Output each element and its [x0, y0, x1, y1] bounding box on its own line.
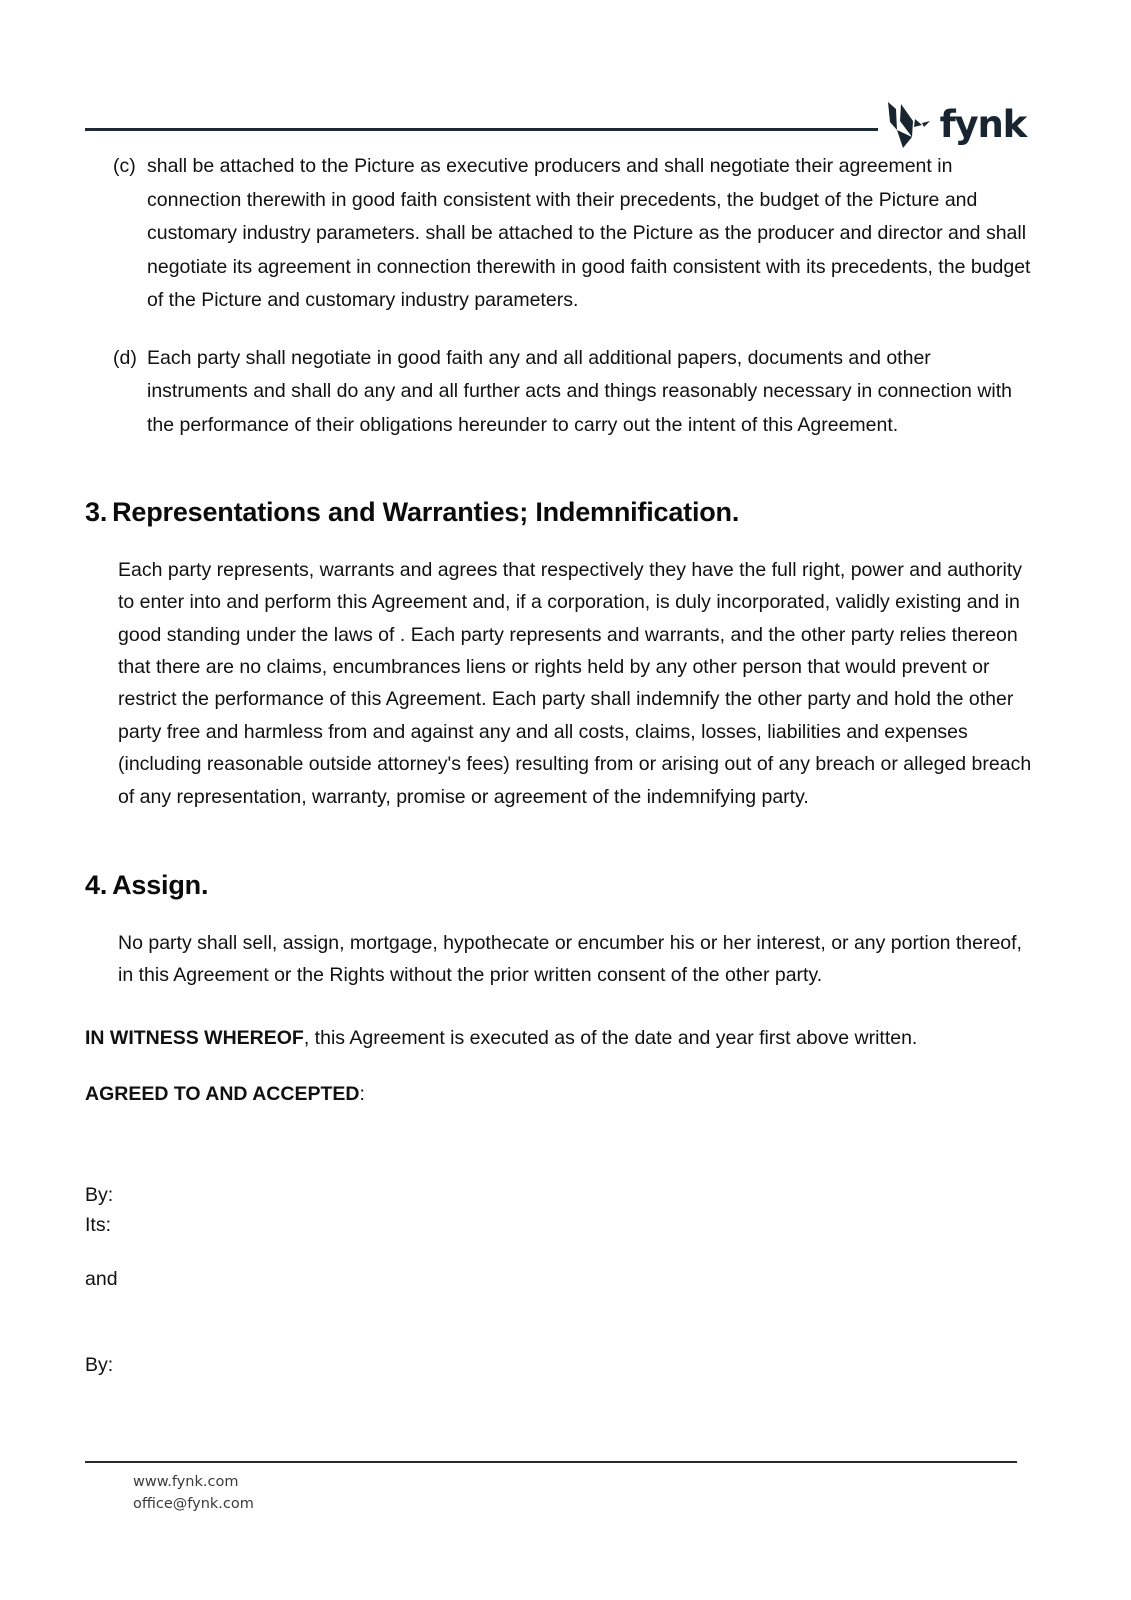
signature-by-label-1: By: [85, 1184, 114, 1207]
signature-its-label-1: Its: [85, 1214, 112, 1237]
section-title: Representations and Warranties; Indemnification. [112, 497, 740, 527]
list-item-marker: (d) [113, 346, 137, 369]
fynk-bird-logo-icon [884, 100, 930, 148]
footer-website: www.fynk.com [133, 1474, 239, 1490]
section-body-3: Each party represents, warrants and agrees that respectively they have the full right, power and authority to enter into and perform this Agreement and, if a corporation, is duly incorporated, validly existing and in good standing under the laws of . Each party represents and warrants, and the other party relies thereon that there are no claims, encumbrances liens or rights held by any other person that would prevent or restrict the performance of this Agreement. Each party shall indemnify the other party and hold the other party free and harmless from and against any and all costs, claims, losses, liabilities and expenses (including reasonable outside attorney's fees) resulting from or arising out of any breach or alleged breach of any representation, warranty, promise or agreement of the indemnifying party. [118, 558, 1032, 808]
agreed-accepted-label: AGREED TO AND ACCEPTED [85, 1082, 360, 1105]
list-item-text: shall be attached to the Picture as executive producers and shall negotiate their agreement in connection therewith in good faith consistent with their precedents, the budget of the Picture and customary industry parameters. shall be attached to the Picture as the producer and director and shall negotiate its agreement in connection therewith in good faith consistent with its precedents, the budget of the Picture and customary industry parameters. [147, 155, 1031, 311]
list-item-text: Each party shall negotiate in good faith any and all additional papers, documents and other instruments and shall do any and all further acts and things reasonably necessary in connection with the performance of their obligations hereunder to carry out the intent of this Agreement. [147, 346, 1012, 436]
section-heading-4 [0, 869, 1131, 903]
signature-conjunction: and [85, 1268, 118, 1291]
witness-clause [0, 1022, 1131, 1054]
witness-clause-label: IN WITNESS WHEREOF [85, 1026, 304, 1049]
list-item-marker: (c) [113, 155, 136, 177]
document-body [0, 150, 1131, 1380]
section-body-4: No party shall sell, assign, mortgage, hypothecate or encumber his or her interest, or any portion thereof, in this Agreement or the Rights without the prior written consent of the other party. [118, 931, 1022, 987]
witness-clause-text: , this Agreement is executed as of the date and year first above written. [303, 1026, 918, 1049]
header-divider [85, 128, 878, 131]
section-number: 3. [85, 497, 108, 527]
section-number: 4. [85, 870, 108, 900]
section-title: Assign. [112, 870, 209, 900]
page-footer [133, 1471, 254, 1515]
agreed-accepted-colon: : [359, 1082, 365, 1105]
footer-email: office@fynk.com [133, 1496, 254, 1512]
agreed-accepted-line [0, 1078, 1131, 1110]
section-heading-3 [0, 496, 1131, 530]
signature-by-label-2: By: [85, 1354, 114, 1377]
brand-logo [884, 100, 1026, 148]
page-header [0, 0, 1131, 150]
footer-divider [85, 1461, 1017, 1463]
list-item [0, 342, 1131, 443]
brand-wordmark: fynk [939, 102, 1026, 146]
list-item [0, 150, 1131, 318]
